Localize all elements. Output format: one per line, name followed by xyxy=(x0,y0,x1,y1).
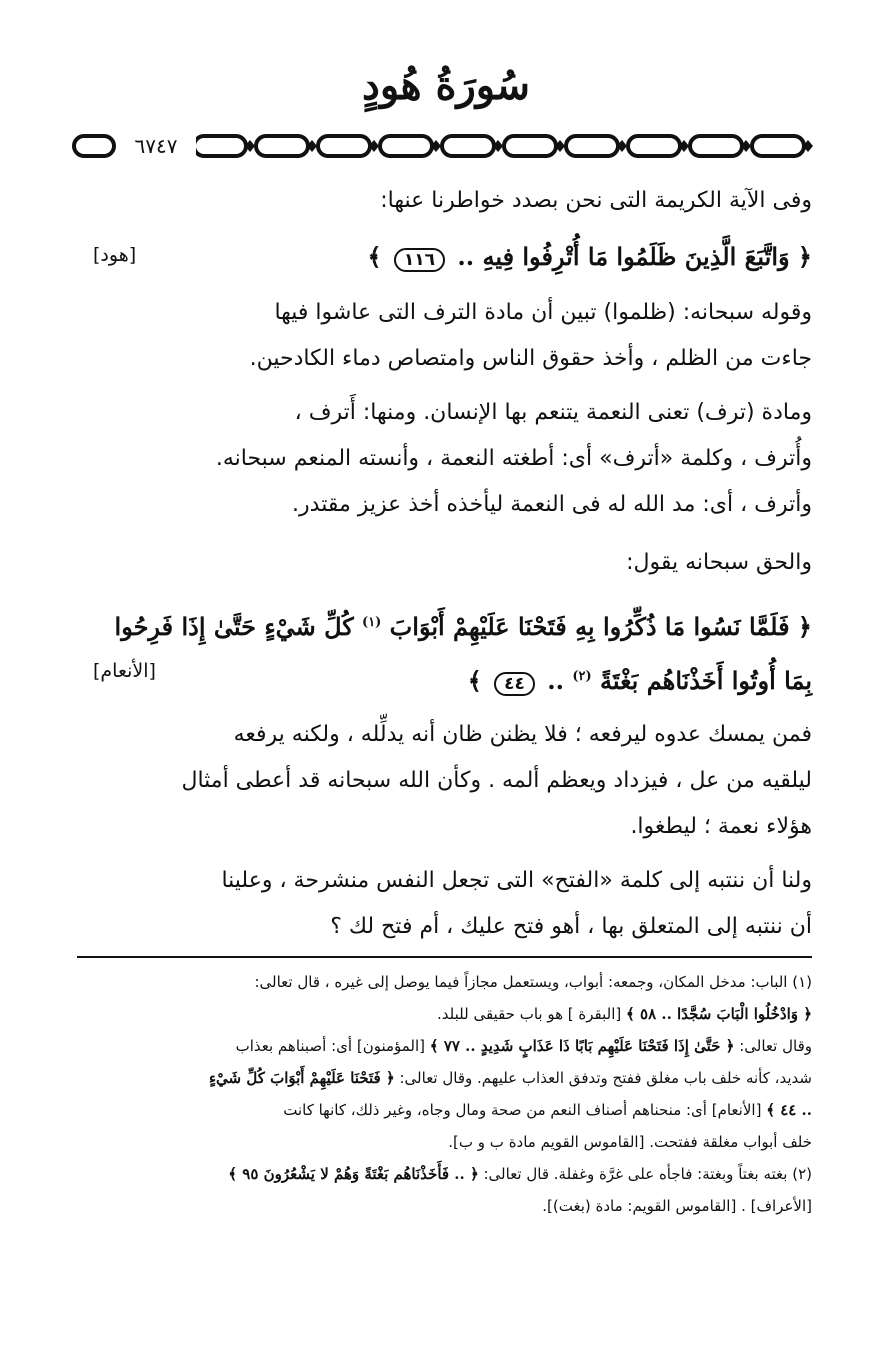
verse-hud-116 xyxy=(77,232,812,282)
text-line: أن ننتبه إلى المتعلق بها ، أهو فتح عليك ، أم فتح لك ؟ xyxy=(330,914,812,939)
footnote-2-line xyxy=(74,1158,812,1190)
text-line: ليلقيه من عل ، فيزداد ويعظم ألمه . وكأن الله سبحانه قد أعطى أمثال xyxy=(181,768,812,793)
verse-text: كُلِّ شَيْءٍ حَتَّىٰ إِذَا فَرِحُوا xyxy=(114,612,363,641)
verse-close-bracket: ﴾ xyxy=(367,242,390,271)
verse-reference: [الأنعام] xyxy=(93,660,156,682)
quran-quote: .. ٤٤ ﴾ xyxy=(766,1101,812,1119)
text-line: وأترف ، أى: مد الله له فى النعمة ليأخذه أخذ عزيز مقتدر. xyxy=(292,492,812,517)
footnote-marker: (٢) xyxy=(572,669,592,684)
verse-text: ﴿ فَلَمَّا نَسُوا مَا ذُكِّرُوا بِهِ فَتَحْنَا عَلَيْهِمْ أَبْوَابَ xyxy=(381,612,812,641)
verse-text: بِمَا أُوتُوا أَخَذْنَاهُم بَغْتَةً xyxy=(591,666,812,695)
surah-title: سُورَةُ هُودٍ xyxy=(362,62,530,109)
footnote-1-line: (١) الباب: مدخل المكان، وجمعه: أبواب، ويستعمل مجازاً فيما يوصل إلى غيره ، قال تعالى: xyxy=(254,973,812,991)
text-line: فمن يمسك عدوه ليرفعه ؛ فلا يظنن ظان أنه يدلِّله ، ولكنه يرفعه xyxy=(233,722,812,747)
text-line: جاءت من الظلم ، وأخذ حقوق الناس وامتصاص دماء الكادحين. xyxy=(249,346,812,371)
quran-quote: ﴿ وَادْخُلُوا الْبَابَ سُجَّدًا .. ٥٨ ﴾ xyxy=(626,1005,812,1023)
verse-text: ﴿ وَاتَّبَعَ الَّذِينَ ظَلَمُوا مَا أُتْرِفُوا فِيهِ .. xyxy=(449,242,812,271)
footnote-marker: (١) xyxy=(362,615,382,630)
quran-quote: ﴿ فَتَحْنَا عَلَيْهِمْ أَبْوَابَ كُلِّ شَيْءٍ xyxy=(209,1069,395,1087)
text-line: ولنا أن ننتبه إلى كلمة «الفتح» التى تجعل النفس منشرحة ، وعلينا xyxy=(221,868,812,893)
footnote-1-line xyxy=(74,1030,812,1062)
paragraph-fath xyxy=(77,858,812,950)
verse-text: .. xyxy=(538,666,573,695)
text-line: ومادة (ترف) تعنى النعمة يتنعم بها الإنسان. ومنها: أَترف ، xyxy=(294,400,812,425)
footnote-text: [المؤمنون] أى: أصبناهم بعذاب xyxy=(235,1037,430,1055)
footnote-text: وقال تعالى: xyxy=(734,1037,812,1055)
quran-quote: ﴿ .. فَأَخَذْنَاهُم بَغْتَةً وَهُمْ لا يَشْعُرُونَ ٩٥ ﴾ xyxy=(228,1165,479,1183)
text-line: هؤلاء نعمة ؛ ليطغوا. xyxy=(630,814,812,839)
verse-line xyxy=(77,652,812,706)
footnote-text: (٢) بغته بغتاً وبغتة: فاجأه على غرَّة وغفلة. قال تعالى: xyxy=(478,1165,812,1183)
text-line: وأُترف ، وكلمة «أترف» أى: أطغته النعمة ، وأنسته المنعم سبحانه. xyxy=(215,446,812,471)
text-line: وقوله سبحانه: (ظلموا) تبين أن مادة الترف التى عاشوا فيها xyxy=(274,300,812,325)
footnote-1-line xyxy=(74,998,812,1030)
quran-quote: ﴿ حَتَّىٰ إِذَا فَتَحْنَا عَلَيْهِم بَابًا ذَا عَذَابٍ شَدِيدٍ .. ٧٧ ﴾ xyxy=(429,1037,735,1055)
verse-close-bracket: ﴾ xyxy=(467,666,491,695)
verse-line xyxy=(77,598,812,652)
footnote-1-line: خلف أبواب مغلقة ففتحت. [القاموس القويم مادة ب و ب]. xyxy=(448,1133,812,1151)
ornament-border xyxy=(72,128,828,164)
page-number: ٦٧٤٧ xyxy=(116,134,196,158)
footnote-text: [الأنعام] أى: منحناهم أصناف النعم من صحة ومال وجاه، وغير ذلك، كانها كانت xyxy=(283,1101,767,1119)
verse-number: ١١٦ xyxy=(394,248,445,272)
paragraph-taraf xyxy=(77,390,812,528)
footnote-text: شديد، كأنه خلف باب مغلق ففتح وتدفق العذاب عليهم. وقال تعالى: xyxy=(394,1069,812,1087)
verse-number: ٤٤ xyxy=(494,672,535,696)
paragraph-haqq: والحق سبحانه يقول: xyxy=(626,550,812,575)
footnote-1-line xyxy=(74,1094,812,1126)
paragraph-intro: وفى الآية الكريمة التى نحن بصدد خواطرنا عنها: xyxy=(380,188,812,213)
footnotes xyxy=(74,966,812,1222)
footnote-2-line: [الأعراف] . [القاموس القويم: مادة (بغت)]. xyxy=(542,1197,812,1215)
paragraph-enemy xyxy=(77,712,812,850)
verse-anam-44 xyxy=(77,598,812,706)
footnote-1-line xyxy=(74,1062,812,1094)
footnote-text: [البقرة ] هو باب حقيقى للبلد. xyxy=(437,1005,627,1023)
paragraph-zalamu xyxy=(77,290,812,382)
verse-reference: [هود] xyxy=(93,244,137,266)
footnote-divider xyxy=(77,956,812,958)
